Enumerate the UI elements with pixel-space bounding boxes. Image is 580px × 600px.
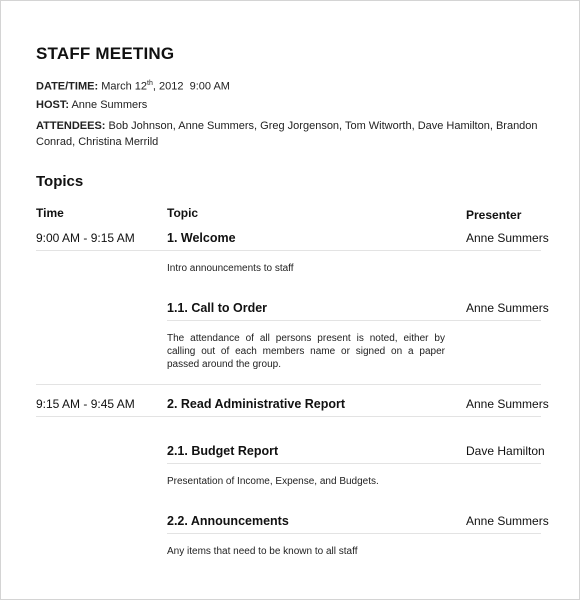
datetime-label: DATE/TIME: xyxy=(36,80,99,93)
row-divider xyxy=(167,320,541,321)
datetime-rest: , 2012 9:00 AM xyxy=(152,80,230,93)
host-value: Anne Summers xyxy=(71,99,148,111)
section-heading-topics: Topics xyxy=(36,173,84,190)
attendees-label: ATTENDEES: xyxy=(36,120,106,132)
datetime-ordinal: th xyxy=(147,80,153,87)
attendees-value-line1: Bob Johnson, Anne Summers, Greg Jorgenson, Tom Witworth, Dave Hamilton, Brandon xyxy=(108,120,538,132)
host-label: HOST: xyxy=(36,99,69,111)
agenda-topic: 2. Read Administrative Report xyxy=(167,397,346,411)
host-line xyxy=(36,99,147,111)
agenda-topic: 2.2. Announcements xyxy=(167,514,289,528)
agenda-topic: 2.1. Budget Report xyxy=(167,444,279,458)
datetime-date: March 12 xyxy=(101,80,148,93)
row-divider xyxy=(167,250,541,251)
group-divider xyxy=(36,384,541,385)
agenda-presenter: Anne Summers xyxy=(466,301,549,315)
agenda-time: 9:15 AM - 9:45 AM xyxy=(36,397,135,411)
agenda-note: Intro announcements to staff xyxy=(167,263,294,274)
row-divider xyxy=(36,416,541,417)
agenda-presenter: Dave Hamilton xyxy=(466,444,545,458)
column-header-presenter: Presenter xyxy=(466,208,522,222)
agenda-presenter: Anne Summers xyxy=(466,514,549,528)
agenda-topic: 1.1. Call to Order xyxy=(167,301,268,315)
column-header-time: Time xyxy=(36,206,64,220)
agenda-presenter: Anne Summers xyxy=(466,397,549,411)
row-divider xyxy=(167,533,541,534)
datetime-line xyxy=(36,80,230,93)
agenda-note: The attendance of all persons present is noted, either by calling out of each members name or signed on a paper passed around the group. xyxy=(167,333,445,370)
page-title: STAFF MEETING xyxy=(36,44,175,63)
agenda-note: Any items that need to be known to all staff xyxy=(167,546,358,557)
agenda-note: Presentation of Income, Expense, and Budgets. xyxy=(167,476,379,487)
time-divider xyxy=(36,250,167,251)
row-divider xyxy=(167,463,541,464)
agenda-presenter: Anne Summers xyxy=(466,231,549,245)
agenda-time: 9:00 AM - 9:15 AM xyxy=(36,231,135,245)
attendees-value-line2: Conrad, Christina Merrild xyxy=(36,136,159,148)
attendees-line xyxy=(36,120,538,132)
agenda-topic: 1. Welcome xyxy=(167,231,236,245)
column-header-topic: Topic xyxy=(167,206,199,220)
